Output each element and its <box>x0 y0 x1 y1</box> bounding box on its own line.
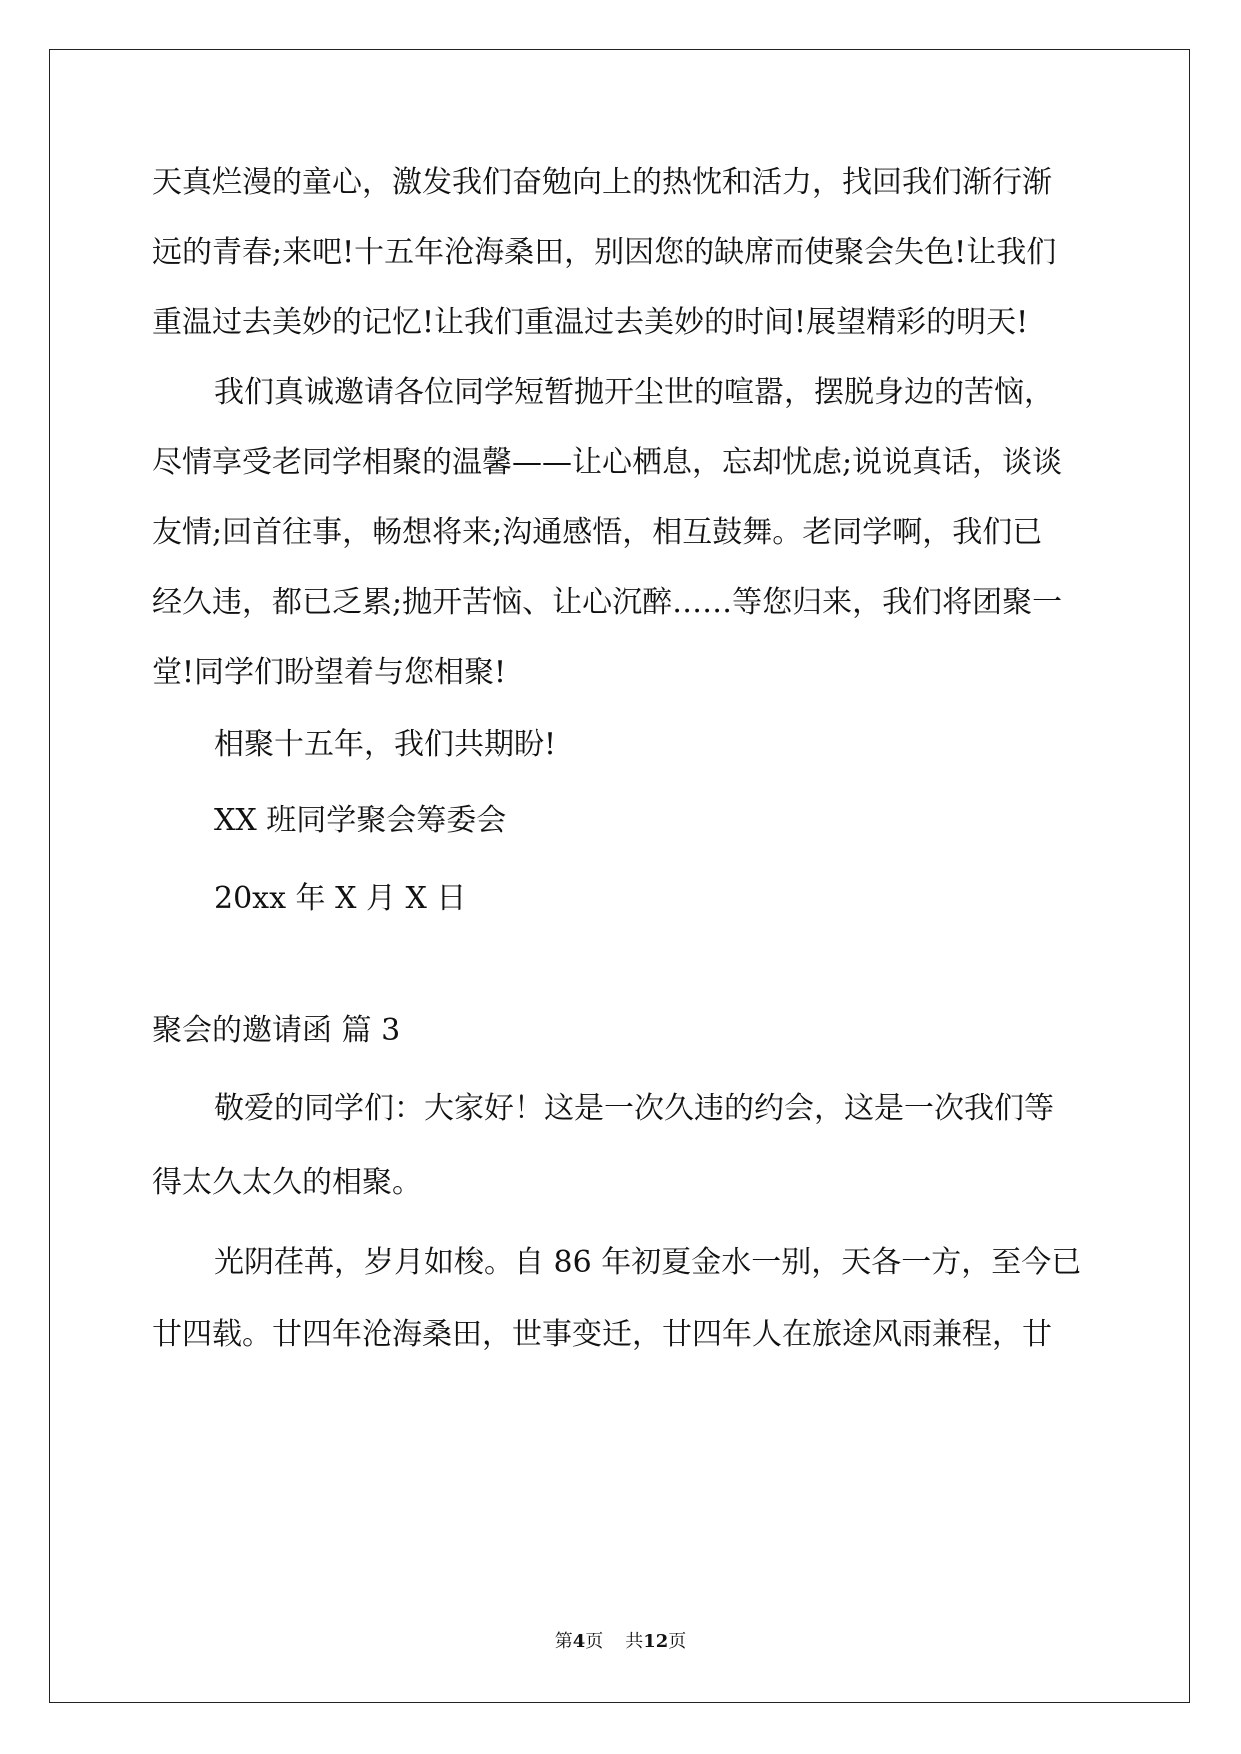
footer-total-prefix: 共 <box>625 1631 644 1652</box>
signature-line: XX 班同学聚会筹委会 <box>214 803 507 838</box>
paragraph-line: 光阴荏苒，岁月如梭。自 86 年初夏金水一别，天各一方，至今已 <box>214 1245 1082 1280</box>
page-border <box>49 49 1190 1703</box>
page-footer <box>0 1630 1241 1654</box>
paragraph-line: 天真烂漫的童心，激发我们奋勉向上的热忱和活力，找回我们渐行渐 <box>152 165 1052 200</box>
paragraph-line: 廿四载。廿四年沧海桑田，世事变迁，廿四年人在旅途风雨兼程，廿 <box>152 1317 1052 1352</box>
footer-total-pages: 12 <box>643 1631 669 1652</box>
footer-page-suffix: 页 <box>585 1631 604 1652</box>
paragraph-line: 重温过去美妙的记忆!让我们重温过去美妙的时间!展望精彩的明天! <box>152 305 1029 340</box>
paragraph-line: 尽情享受老同学相聚的温馨——让心栖息，忘却忧虑;说说真话，谈谈 <box>152 445 1063 480</box>
paragraph-line: 经久违，都已乏累;抛开苦恼、让心沉醉……等您归来，我们将团聚一 <box>152 585 1063 620</box>
paragraph-line: 敬爱的同学们：大家好！这是一次久违的约会，这是一次我们等 <box>214 1091 1054 1126</box>
footer-total-suffix: 页 <box>668 1631 687 1652</box>
footer-page-number: 4 <box>572 1631 586 1652</box>
paragraph-line: 得太久太久的相聚。 <box>152 1165 422 1200</box>
paragraph-line: 远的青春;来吧!十五年沧海桑田，别因您的缺席而使聚会失色!让我们 <box>152 235 1057 270</box>
section-heading: 聚会的邀请函 篇 3 <box>152 1013 401 1048</box>
paragraph-line: 我们真诚邀请各位同学短暂抛开尘世的喧嚣，摆脱身边的苦恼， <box>214 375 1054 410</box>
paragraph-line: 友情;回首往事，畅想将来;沟通感悟，相互鼓舞。老同学啊，我们已 <box>152 515 1043 550</box>
closing-line: 相聚十五年，我们共期盼! <box>214 727 557 762</box>
paragraph-line: 堂!同学们盼望着与您相聚! <box>152 655 507 690</box>
footer-page-prefix: 第 <box>554 1631 573 1652</box>
date-line: 20xx 年 X 月 X 日 <box>214 881 467 916</box>
